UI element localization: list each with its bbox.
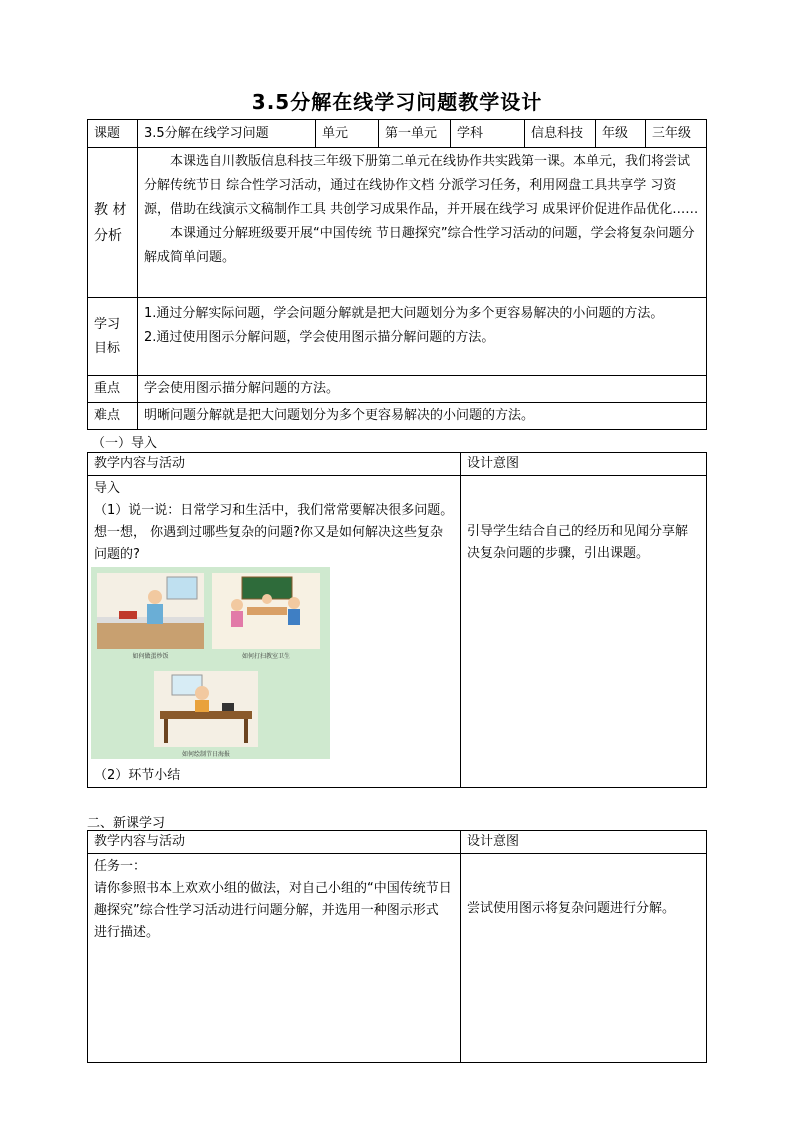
intro-summary: （2）环节小结 xyxy=(94,768,181,783)
cooking-scene-image xyxy=(97,573,204,649)
key-label: 重点 xyxy=(88,376,138,403)
intro-intent-cell xyxy=(461,476,707,788)
poster-scene-image xyxy=(154,671,258,747)
intro-question: （1）说一说：日常学习和生活中，我们常常要解决很多问题。想一想， 你遇到过哪些复杂的问题?你又是如何解决这些复杂问题的? xyxy=(94,503,454,562)
intro-col-intent-header: 设计意图 xyxy=(461,453,707,476)
subject-label: 学科 xyxy=(451,120,525,148)
material-content xyxy=(138,148,707,298)
unit-value: 第一单元 xyxy=(379,120,451,148)
goal-item-2: 2.通过使用图示分解问题，学会使用图示描分解问题的方法。 xyxy=(144,330,495,345)
subject-value: 信息科技 xyxy=(525,120,596,148)
course-value: 3.5分解在线学习问题 xyxy=(138,120,316,148)
difficulty-label: 难点 xyxy=(88,403,138,430)
intro-sub-heading: 导入 xyxy=(94,481,121,496)
caption-poster: 如何绘制节日海报 xyxy=(181,751,230,758)
grade-value: 三年级 xyxy=(646,120,707,148)
course-label: 课题 xyxy=(88,120,138,148)
caption-classroom: 如何打扫教室卫生 xyxy=(241,653,290,660)
goal-content xyxy=(138,298,707,376)
new-lesson-intent-cell xyxy=(461,854,707,1063)
grade-label: 年级 xyxy=(596,120,646,148)
new-lesson-col-intent-header: 设计意图 xyxy=(461,831,707,854)
task-heading: 任务一： xyxy=(94,859,147,874)
intro-intent-text: 引导学生结合自己的经历和见闻分享解决复杂问题的步骤，引出课题。 xyxy=(467,524,689,561)
page-title: 3.5分解在线学习问题教学设计 xyxy=(251,90,543,114)
material-paragraph-1: 本课选自川教版信息科技三年级下册第二单元在线协作共实践第一课。本单元，我们将尝试分解传统节日 综合性学习活动，通过在线协作文档 分派学习任务，利用网盘工具共享学 习资源，借助在线演示文稿制作工具 共创学习成果作品，并开展在线学习 成果评价促进作品优化…… xyxy=(144,154,699,217)
new-lesson-col-content-header: 教学内容与活动 xyxy=(88,831,461,854)
material-paragraph-2: 本课通过分解班级要开展“中国传统 节日趣探究”综合性学习活动的问题，学会将复杂问题分解成简单问题。 xyxy=(144,226,695,265)
section-heading-intro: （一）导入 xyxy=(92,436,158,451)
task-content: 请你参照书本上欢欢小组的做法，对自己小组的“中国传统节日 趣探究”综合性学习活动进行问题分解，并选用一种图示形式 进行描述。 xyxy=(94,881,452,940)
key-value: 学会使用图示描分解问题的方法。 xyxy=(138,376,707,403)
textbook-illustration xyxy=(91,567,330,759)
classroom-scene-image xyxy=(212,573,320,649)
intro-col-content-header: 教学内容与活动 xyxy=(88,453,461,476)
goal-label: 学习目标 xyxy=(88,298,138,376)
new-lesson-table xyxy=(87,830,707,1063)
lesson-info-table xyxy=(87,119,707,430)
unit-label: 单元 xyxy=(316,120,379,148)
section-heading-new-lesson: 二、新课学习 xyxy=(87,816,166,831)
new-lesson-intent-text: 尝试使用图示将复杂问题进行分解。 xyxy=(467,901,676,916)
material-label: 教 材分析 xyxy=(88,148,138,298)
difficulty-value: 明晰问题分解就是把大问题划分为多个更容易解决的小问题的方法。 xyxy=(138,403,707,430)
goal-item-1: 1.通过分解实际问题，学会问题分解就是把大问题划分为多个更容易解决的小问题的方法。 xyxy=(144,306,664,321)
new-lesson-content-cell xyxy=(88,854,461,1063)
caption-cooking: 如何做蛋炒饭 xyxy=(132,653,169,660)
